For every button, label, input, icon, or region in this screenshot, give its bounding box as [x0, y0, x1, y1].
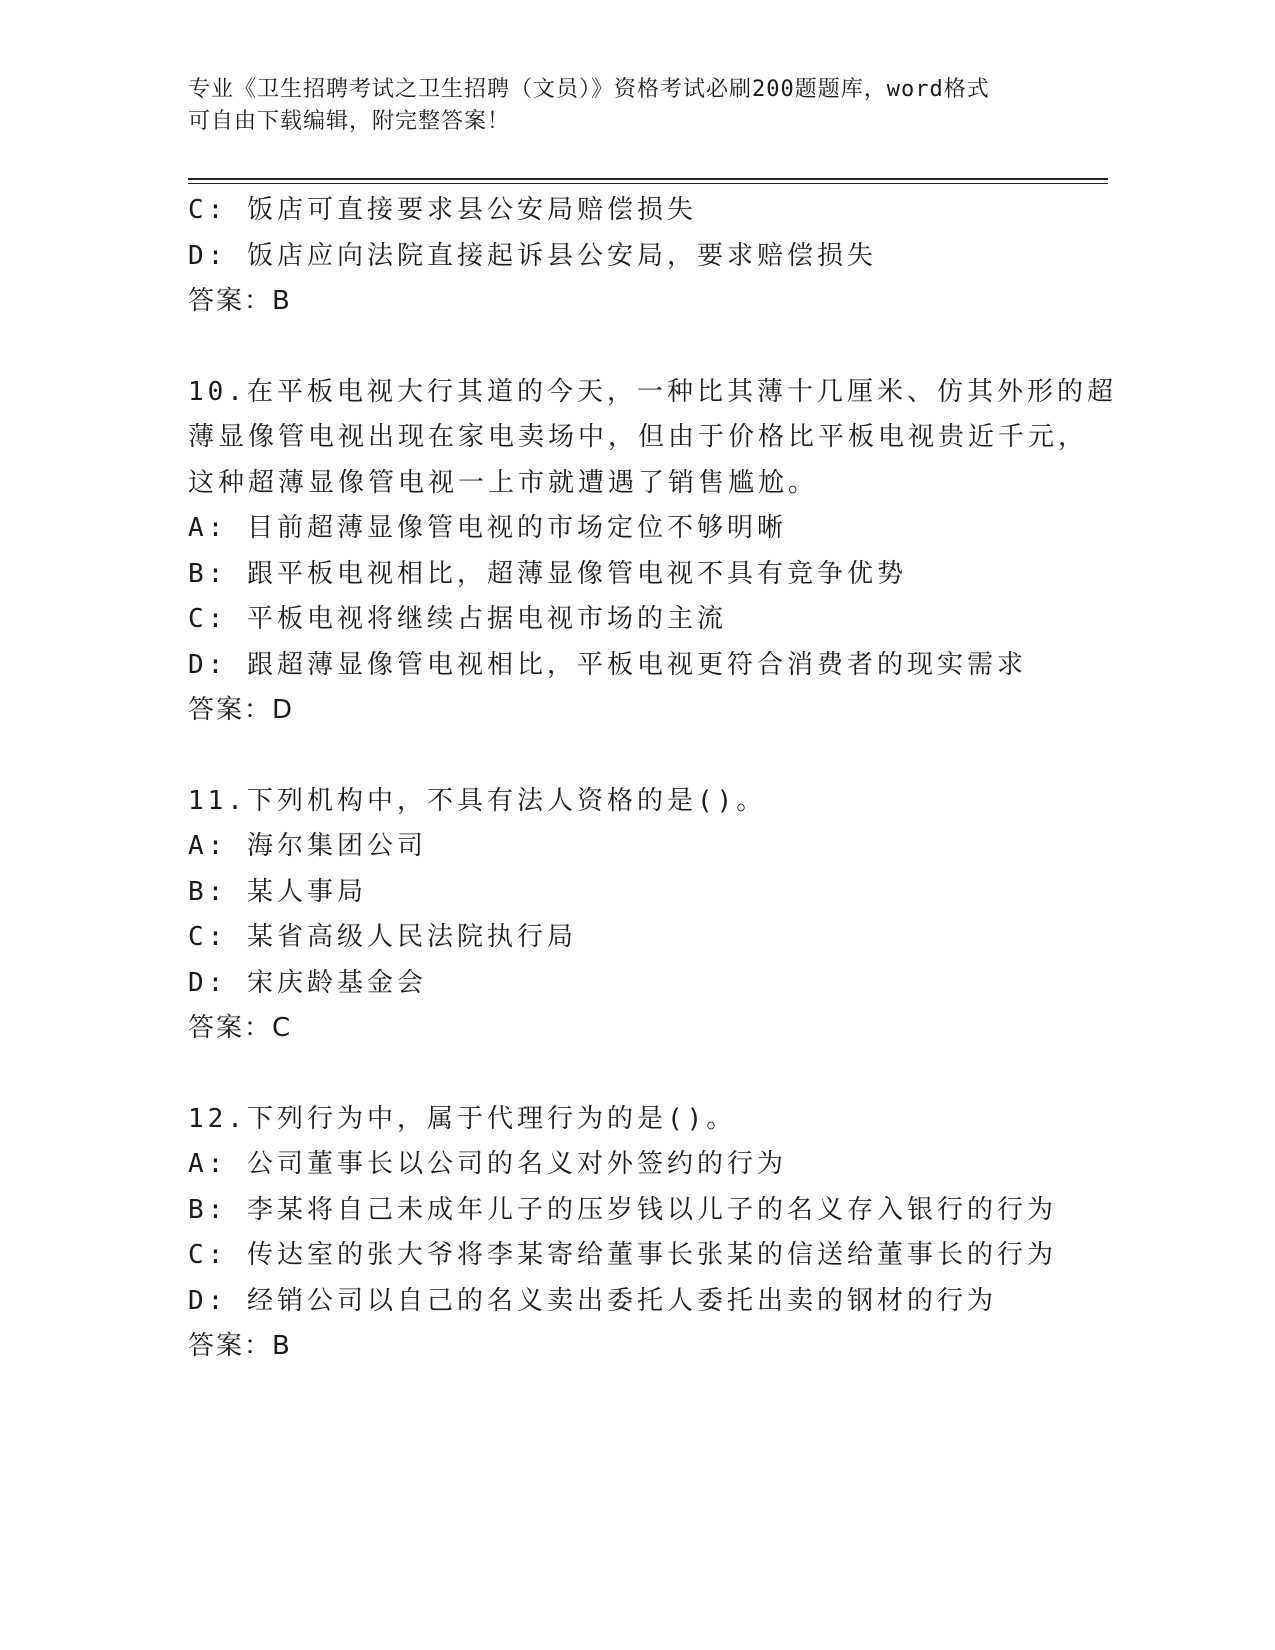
option-a: A: 海尔集团公司 — [188, 831, 427, 861]
question-text-line: 12.下列行为中，属于代理行为的是()。 — [188, 1103, 737, 1134]
answer-label: 答案：D — [188, 695, 295, 725]
answer-label: 答案：B — [188, 1331, 292, 1361]
question-11 — [188, 779, 1088, 1052]
spacer — [188, 325, 1088, 370]
option-d: D: 跟超薄显像管电视相比，平板电视更符合消费者的现实需求 — [188, 649, 1027, 680]
question-9-continued — [188, 188, 1088, 325]
header-divider-thick — [188, 178, 1108, 180]
answer-label: 答案：B — [188, 286, 292, 316]
header-line-1: 专业《卫生招聘考试之卫生招聘（文员）》资格考试必刷200题题库，word格式 — [188, 77, 990, 102]
option-d: D: 宋庆龄基金会 — [188, 967, 427, 998]
option-b: B: 跟平板电视相比，超薄显像管电视不具有竞争优势 — [188, 558, 907, 589]
answer-label: 答案：C — [188, 1013, 293, 1043]
header-divider-thin — [188, 183, 1108, 184]
spacer — [188, 1052, 1088, 1097]
header-line-2: 可自由下载编辑，附完整答案！ — [188, 109, 511, 134]
question-text-line: 薄显像管电视出现在家电卖场中，但由于价格比平板电视贵近千元， — [188, 422, 1089, 452]
option-b: B: 某人事局 — [188, 876, 367, 907]
option-a: A: 目前超薄显像管电视的市场定位不够明晰 — [188, 513, 787, 543]
document-header — [188, 74, 1088, 138]
option-a: A: 公司董事长以公司的名义对外签约的行为 — [188, 1149, 787, 1179]
question-text-line: 这种超薄显像管电视一上市就遭遇了销售尴尬。 — [188, 467, 819, 498]
option-b: B: 李某将自己未成年儿子的压岁钱以儿子的名义存入银行的行为 — [188, 1194, 1057, 1225]
option-d: D: 经销公司以自己的名义卖出委托人委托出卖的钢材的行为 — [188, 1285, 997, 1316]
option-c: C: 平板电视将继续占据电视市场的主流 — [188, 604, 727, 634]
option-d: D: 饭店应向法院直接起诉县公安局，要求赔偿损失 — [188, 240, 877, 271]
option-c: C: 传达室的张大爷将李某寄给董事长张某的信送给董事长的行为 — [188, 1240, 1057, 1270]
option-c: C: 饭店可直接要求县公安局赔偿损失 — [188, 195, 697, 225]
question-10 — [188, 370, 1117, 734]
spacer — [188, 734, 1088, 779]
question-text-line: 11.下列机构中，不具有法人资格的是()。 — [188, 785, 767, 816]
option-c: C: 某省高级人民法院执行局 — [188, 922, 577, 952]
question-text-line: 10.在平板电视大行其道的今天，一种比其薄十几厘米、仿其外形的超 — [188, 376, 1117, 407]
question-list — [188, 188, 1117, 1370]
question-12 — [188, 1097, 1088, 1370]
